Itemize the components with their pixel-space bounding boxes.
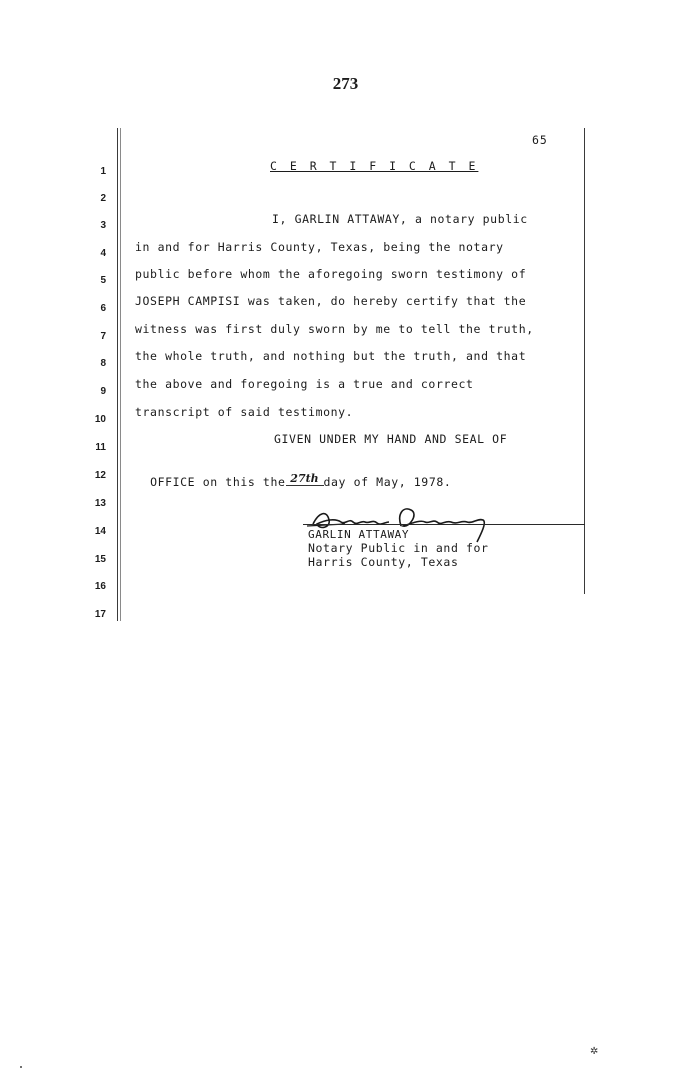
line-number: 1 (100, 166, 106, 177)
speck (20, 1066, 22, 1068)
line-number: 3 (100, 220, 106, 231)
line-number: 13 (94, 498, 106, 509)
body-line: public before whom the aforegoing sworn testimony of (135, 267, 527, 281)
office-line-suffix: day of May, 1978. (323, 475, 452, 489)
signature-name: GARLIN ATTAWAY (308, 528, 410, 541)
left-margin-rule-inner (120, 128, 121, 621)
body-line: the whole truth, and nothing but the truth, and that (135, 349, 527, 363)
body-line: I, GARLIN ATTAWAY, a notary public (272, 212, 528, 226)
handwritten-day: 27th (286, 472, 324, 486)
signature-title: Notary Public in and for (308, 541, 489, 555)
line-number: 17 (94, 609, 106, 620)
page-number: 273 (332, 74, 359, 93)
line-number: 16 (94, 581, 106, 592)
signature-county: Harris County, Texas (308, 555, 459, 569)
line-number: 4 (100, 248, 106, 259)
line-number: 15 (94, 554, 106, 565)
line-number: 2 (100, 193, 106, 204)
body-line: witness was first duly sworn by me to tell the truth, (135, 322, 534, 336)
certificate-title-text: C E R T I F I C A T E (270, 159, 479, 173)
line-number: 10 (94, 414, 106, 425)
body-line: JOSEPH CAMPISI was taken, do hereby certify that the (135, 294, 527, 308)
body-line: GIVEN UNDER MY HAND AND SEAL OF (274, 432, 508, 446)
line-number: 12 (94, 470, 106, 481)
body-line: in and for Harris County, Texas, being the notary (135, 240, 504, 254)
left-margin-rule-outer (117, 128, 118, 621)
body-line: the above and foregoing is a true and correct (135, 377, 474, 391)
signature-stroke (400, 509, 485, 542)
line-number: 11 (95, 442, 106, 453)
line-number: 7 (100, 331, 106, 342)
office-line-prefix: OFFICE on this the (150, 475, 286, 489)
office-line (135, 461, 451, 490)
line-number: 6 (100, 303, 106, 314)
body-line: transcript of said testimony. (135, 405, 354, 419)
line-number: 9 (100, 386, 106, 397)
sheet-number: 65 (532, 133, 548, 147)
signature-rule (303, 524, 585, 525)
line-number: 5 (100, 275, 106, 286)
corner-mark: ✲ (590, 1046, 599, 1057)
line-number: 14 (94, 526, 106, 537)
line-number: 8 (100, 358, 106, 369)
certificate-title (270, 159, 478, 173)
